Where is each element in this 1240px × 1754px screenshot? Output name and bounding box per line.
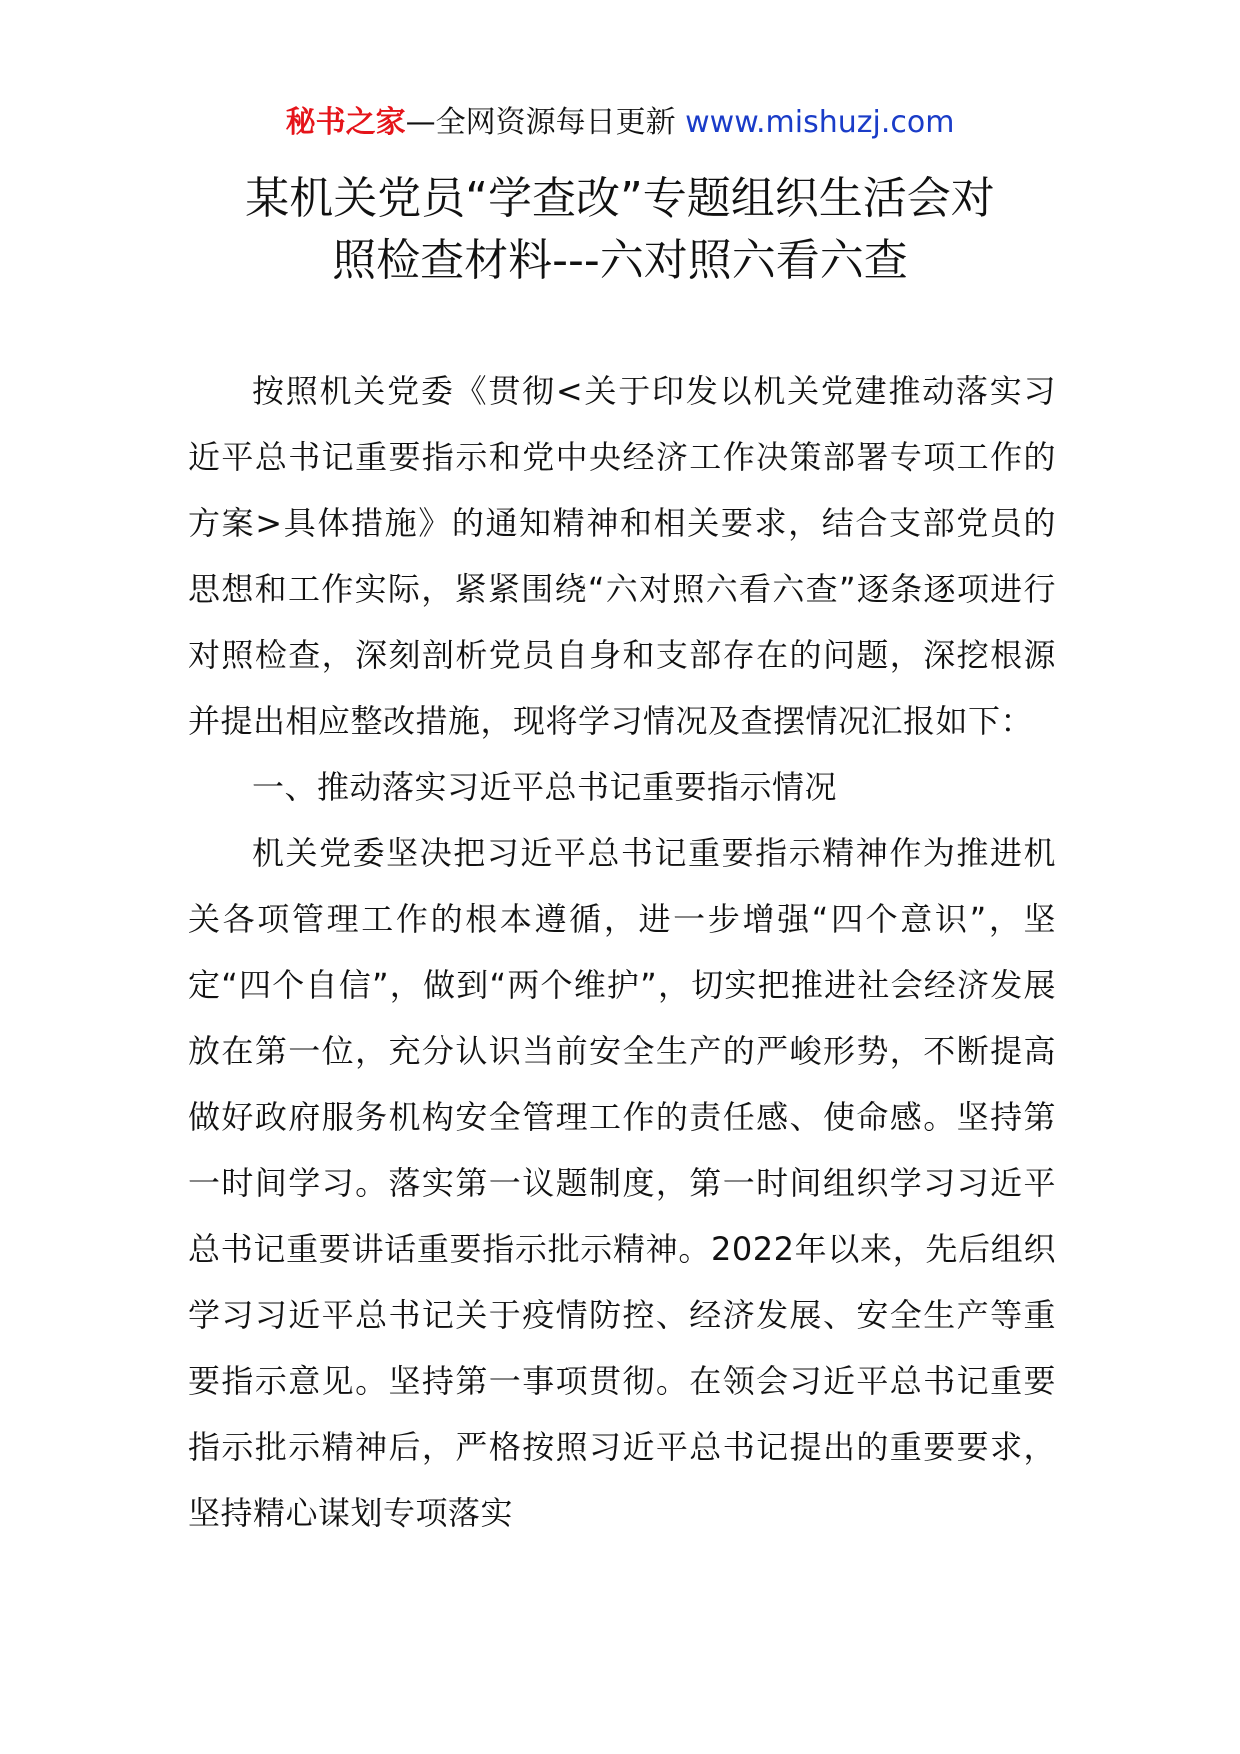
document-title-line-1: 某机关党员“学查改”专题组织生活会对 [245, 173, 995, 224]
site-url-link[interactable]: www.mishuzj.com [685, 105, 955, 140]
site-brand: 秘书之家 [285, 105, 406, 140]
section-heading: 一、推动落实习近平总书记重要指示情况 [252, 768, 838, 806]
document-body [188, 358, 1056, 1546]
section-paragraph: 机关党委坚决把习近平总书记重要指示精神作为推进机关各项管理工作的根本遵循，进一步增强“四个意识”，坚定“四个自信”，做到“两个维护”，切实把推进社会经济发展放在第一位，充分认识当前安全生产的严峻形势，不断提高做好政府服务机构安全管理工作的责任感、使命感。坚持第一时间学习。落实第一议题制度，第一时间组织学习习近平总书记重要讲话重要指示批示精神。2022年以来，先后组织学习习近平总书记关于疫情防控、经济发展、安全生产等重要指示意见。坚持第一事项贯彻。在领会习近平总书记重要指示批示精神后，严格按照习近平总书记提出的重要要求，坚持精心谋划专项落实 [188, 834, 1056, 1532]
document-title-line-2: 照检查材料---六对照六看六查 [332, 235, 908, 286]
site-tagline: —全网资源每日更新 [405, 105, 686, 140]
document-title [0, 168, 1240, 292]
intro-paragraph: 按照机关党委《贯彻<关于印发以机关党建推动落实习近平总书记重要指示和党中央经济工作决策部署专项工作的方案>具体措施》的通知精神和相关要求，结合支部党员的思想和工作实际，紧紧围绕“六对照六看六查”逐条逐项进行对照检查，深刻剖析党员自身和支部存在的问题，深挖根源并提出相应整改措施，现将学习情况及查摆情况汇报如下： [188, 372, 1056, 740]
site-header [0, 103, 1240, 143]
